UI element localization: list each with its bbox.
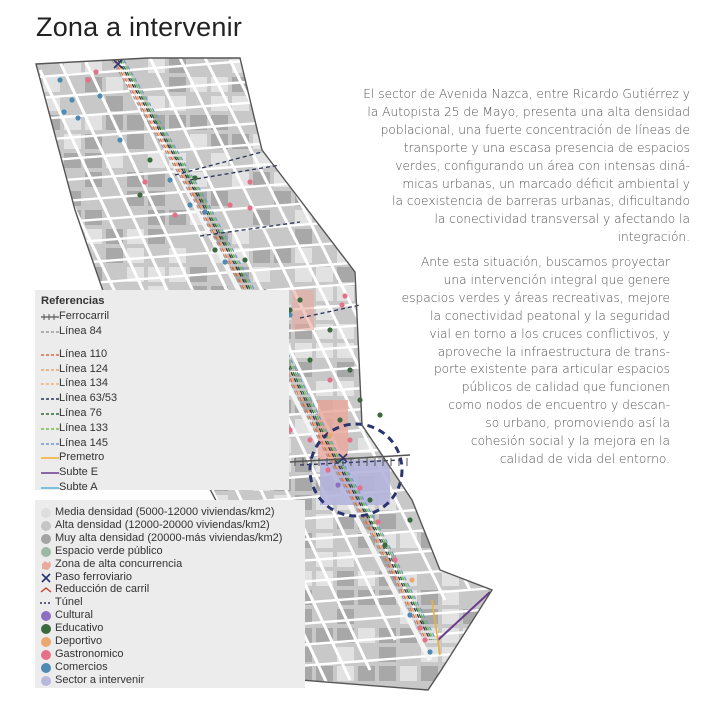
city-block (463, 647, 480, 662)
legend-area-swatch (39, 571, 53, 585)
city-block (484, 533, 501, 548)
city-block (274, 58, 291, 73)
poi-point[interactable] (417, 625, 422, 630)
city-block (400, 666, 417, 681)
city-block (64, 58, 81, 73)
legend-area-label: Alta densidad (12000-20000 viviendas/km2) (55, 518, 270, 531)
city-block (421, 533, 438, 548)
legend-line-label: Línea 134 (59, 377, 108, 390)
poi-point[interactable] (222, 259, 227, 264)
city-block (64, 229, 81, 244)
city-block (484, 514, 501, 529)
legend-line-label: Línea 110 (59, 347, 108, 360)
city-block (43, 229, 60, 244)
poi-point[interactable] (142, 179, 147, 184)
legend-area-swatch (39, 545, 53, 559)
legend-line-label: Línea 133 (59, 421, 108, 434)
city-block (442, 476, 459, 491)
legend-line-swatch (39, 377, 61, 391)
description-line: El sector de Avenida Nazca, entre Ricardo Gutiérrez y (363, 87, 690, 101)
poi-point[interactable] (85, 77, 90, 82)
city-block (253, 191, 270, 206)
legend-area-label: Zona de alta concurrencia (55, 557, 183, 570)
city-block (442, 58, 459, 73)
city-block (379, 58, 396, 73)
legend-area-swatch (39, 558, 53, 572)
poi-point[interactable] (69, 97, 74, 102)
city-block (337, 552, 354, 567)
legend-area-swatch (39, 609, 53, 623)
city-block (463, 552, 480, 567)
city-block (463, 495, 480, 510)
legend-area-swatch (39, 532, 53, 546)
poi-point[interactable] (117, 137, 122, 142)
description-line: la conectividad peatonal y la seguridad (430, 308, 670, 323)
city-block (442, 514, 459, 529)
city-block (43, 172, 60, 187)
description-line: espacios verdes y áreas recreativas, mejore (401, 290, 670, 305)
city-block (484, 609, 501, 624)
city-block (316, 647, 333, 662)
legend-line-swatch (39, 407, 61, 421)
city-block (463, 685, 480, 700)
legend-area-label: Túnel (55, 596, 83, 609)
legend-line-swatch (39, 422, 61, 436)
city-block (484, 666, 501, 681)
description-line: poblacional, una fuerte concentración de líneas de (380, 122, 690, 137)
poi-point[interactable] (212, 247, 217, 252)
city-block (442, 571, 459, 586)
legend-area-label: Espacio verde público (55, 544, 163, 557)
city-block (463, 628, 480, 643)
city-block (463, 666, 480, 681)
legend-line-swatch (39, 481, 61, 495)
poi-point[interactable] (427, 649, 432, 654)
poi-point[interactable] (382, 542, 387, 547)
poi-point[interactable] (375, 519, 380, 524)
city-block (484, 685, 501, 700)
description-line: como nodos de encuentro y descan- (448, 398, 670, 413)
poi-point[interactable] (409, 577, 414, 582)
legend-line-label: Línea 76 (59, 407, 102, 419)
city-block (274, 229, 291, 244)
description-line: so urbano, promoviendo así la (485, 416, 670, 431)
city-block (22, 248, 39, 263)
city-block (22, 115, 39, 130)
city-block (484, 647, 501, 662)
city-block (85, 210, 102, 225)
city-block (253, 77, 270, 92)
poi-point[interactable] (75, 115, 80, 120)
city-block (274, 134, 291, 149)
description-line: la conectividad transversal y afectando la (434, 212, 690, 227)
poi-point[interactable] (93, 69, 98, 74)
city-block (316, 58, 333, 73)
poi-point[interactable] (57, 77, 62, 82)
city-block (274, 77, 291, 92)
poi-point[interactable] (97, 93, 102, 98)
legend-area-swatch (39, 674, 53, 688)
city-block (316, 533, 333, 548)
city-block (127, 134, 144, 149)
city-block (274, 96, 291, 111)
city-block (211, 153, 228, 168)
poi-point[interactable] (227, 202, 232, 207)
legend-area-label: Educativo (55, 622, 104, 635)
poi-point[interactable] (422, 637, 427, 642)
city-block (484, 476, 501, 491)
page-title: Zona a intervenir (36, 12, 243, 42)
legend-line-label: Subte E (59, 466, 99, 479)
description-line: Ante esta situación, buscamos proyectar (420, 255, 670, 269)
city-block (337, 685, 354, 700)
city-block (232, 210, 249, 225)
poi-point[interactable] (392, 557, 397, 562)
city-block (22, 77, 39, 92)
description-line: integración. (617, 230, 690, 245)
description-line: transporte y una escasa presencia de espacios (403, 140, 690, 155)
city-block (106, 77, 123, 92)
poi-point[interactable] (335, 482, 340, 487)
description-line: la coexistencia de barreras urbanas, dificultando (392, 194, 690, 209)
description-paragraph-1 (290, 86, 690, 247)
city-block (442, 552, 459, 567)
poi-point[interactable] (137, 192, 142, 197)
city-block (463, 514, 480, 529)
legend-line-swatch (39, 325, 61, 339)
legend-line-label: Línea 124 (59, 362, 108, 375)
poi-point[interactable] (147, 157, 152, 162)
legend-line-label: Línea 84 (59, 324, 102, 337)
city-block (442, 666, 459, 681)
city-block (484, 571, 501, 586)
poi-point[interactable] (61, 109, 66, 114)
legend-line-label: Línea 145 (59, 436, 108, 449)
description-line: una intervención integral que genere (443, 272, 670, 287)
legend-line-swatch (39, 363, 61, 377)
city-block (22, 96, 39, 111)
poi-point[interactable] (202, 209, 207, 214)
poi-point[interactable] (192, 175, 197, 180)
description-line: verdes, configurando un área con intensas diná- (395, 158, 690, 173)
city-block (43, 210, 60, 225)
city-block (316, 685, 333, 700)
city-block (43, 267, 60, 282)
description-line: vial en torno a los cruces conflictivos, y (429, 326, 670, 341)
city-block (43, 248, 60, 263)
city-block (358, 666, 375, 681)
city-block (22, 134, 39, 149)
city-block (442, 628, 459, 643)
description-line: cohesión social y la mejora en la (470, 434, 670, 449)
city-block (22, 267, 39, 282)
legend-line-label: Línea 63/53 (59, 392, 118, 405)
city-block (442, 533, 459, 548)
city-block (421, 495, 438, 510)
poi-point[interactable] (187, 202, 192, 207)
legend-area-label: Muy alta densidad (20000-más viviendas/km2) (55, 531, 283, 544)
city-block (421, 514, 438, 529)
legend-area-label: Paso ferroviario (55, 570, 133, 583)
city-block (400, 685, 417, 700)
legend-area-swatch (39, 519, 53, 533)
legend-lines-panel (35, 290, 289, 493)
city-block (22, 191, 39, 206)
legend-areas-panel (35, 500, 305, 688)
description-line: la Autopista 25 de Mayo, presenta una alta densidad (367, 104, 690, 119)
legend-line-label: Ferrocarril (59, 310, 110, 322)
city-block (484, 495, 501, 510)
city-block (421, 476, 438, 491)
legend-title: Referencias (41, 295, 105, 307)
city-block (43, 153, 60, 168)
city-block (127, 115, 144, 130)
city-block (253, 96, 270, 111)
poi-point[interactable] (167, 177, 172, 182)
city-block (43, 191, 60, 206)
legend-area-label: Cultural (55, 609, 93, 622)
city-block (379, 666, 396, 681)
legend-area-label: Gastronomico (55, 647, 124, 660)
legend-area-swatch (39, 506, 53, 520)
legend-area-label: Sector a intervenir (55, 673, 145, 686)
poi-point[interactable] (242, 257, 247, 262)
city-block (274, 115, 291, 130)
city-block (442, 495, 459, 510)
city-block (337, 58, 354, 73)
legend-area-swatch (39, 635, 53, 649)
legend-area-swatch (39, 596, 53, 610)
city-block (400, 58, 417, 73)
legend-area-label: Reducción de carril (55, 583, 150, 596)
legend-line-swatch (39, 437, 61, 451)
city-block (358, 685, 375, 700)
city-block (358, 58, 375, 73)
city-block (463, 533, 480, 548)
city-block (421, 58, 438, 73)
description-line: calidad de vida del entorno. (499, 451, 670, 466)
poi-point[interactable] (357, 485, 362, 490)
city-block (379, 514, 396, 529)
legend-line-swatch (39, 451, 61, 465)
legend-line-swatch (39, 466, 61, 480)
city-block (484, 58, 501, 73)
city-block (211, 58, 228, 73)
city-block (400, 647, 417, 662)
city-block (358, 609, 375, 624)
poi-point[interactable] (407, 517, 412, 522)
city-block (400, 552, 417, 567)
legend-area-swatch (39, 648, 53, 662)
legend-line-swatch (39, 348, 61, 362)
legend-line-label: Subte A (59, 481, 98, 493)
legend-area-label: Media densidad (5000-12000 viviendas/km2) (55, 506, 275, 518)
legend-line-swatch (39, 310, 61, 324)
city-block (400, 476, 417, 491)
city-block (316, 590, 333, 605)
description-line: públicos de calidad que funcionen (461, 380, 670, 395)
city-block (463, 476, 480, 491)
city-block (22, 172, 39, 187)
legend-area-label: Deportivo (55, 635, 103, 647)
city-block (22, 210, 39, 225)
city-block (295, 58, 312, 73)
city-block (22, 229, 39, 244)
legend-area-swatch (39, 622, 53, 636)
city-block (484, 552, 501, 567)
poi-point[interactable] (247, 179, 252, 184)
legend-area-label: Comercios (55, 660, 108, 673)
city-block (169, 77, 186, 92)
description-paragraph-2 (290, 254, 670, 469)
city-block (442, 685, 459, 700)
street (0, 40, 520, 80)
city-block (253, 58, 270, 73)
city-block (463, 58, 480, 73)
description-line: aproveche la infraestructura de trans- (437, 344, 670, 359)
city-block (64, 248, 81, 263)
city-block (64, 267, 81, 282)
poi-point[interactable] (367, 497, 372, 502)
city-block (484, 628, 501, 643)
poi-point[interactable] (407, 612, 412, 617)
description-line: porte existente para articular espacios (433, 362, 670, 377)
city-block (22, 153, 39, 168)
poi-point[interactable] (172, 212, 177, 217)
poi-point[interactable] (247, 205, 252, 210)
legend-area-swatch (39, 583, 53, 597)
legend-line-swatch (39, 392, 61, 406)
legend-area-swatch (39, 661, 53, 675)
city-block (190, 248, 207, 263)
city-block (43, 58, 60, 73)
legend-line-label: Premetro (59, 451, 105, 464)
description-line: micas urbanas, un marcado déficit ambiental y (402, 176, 690, 191)
